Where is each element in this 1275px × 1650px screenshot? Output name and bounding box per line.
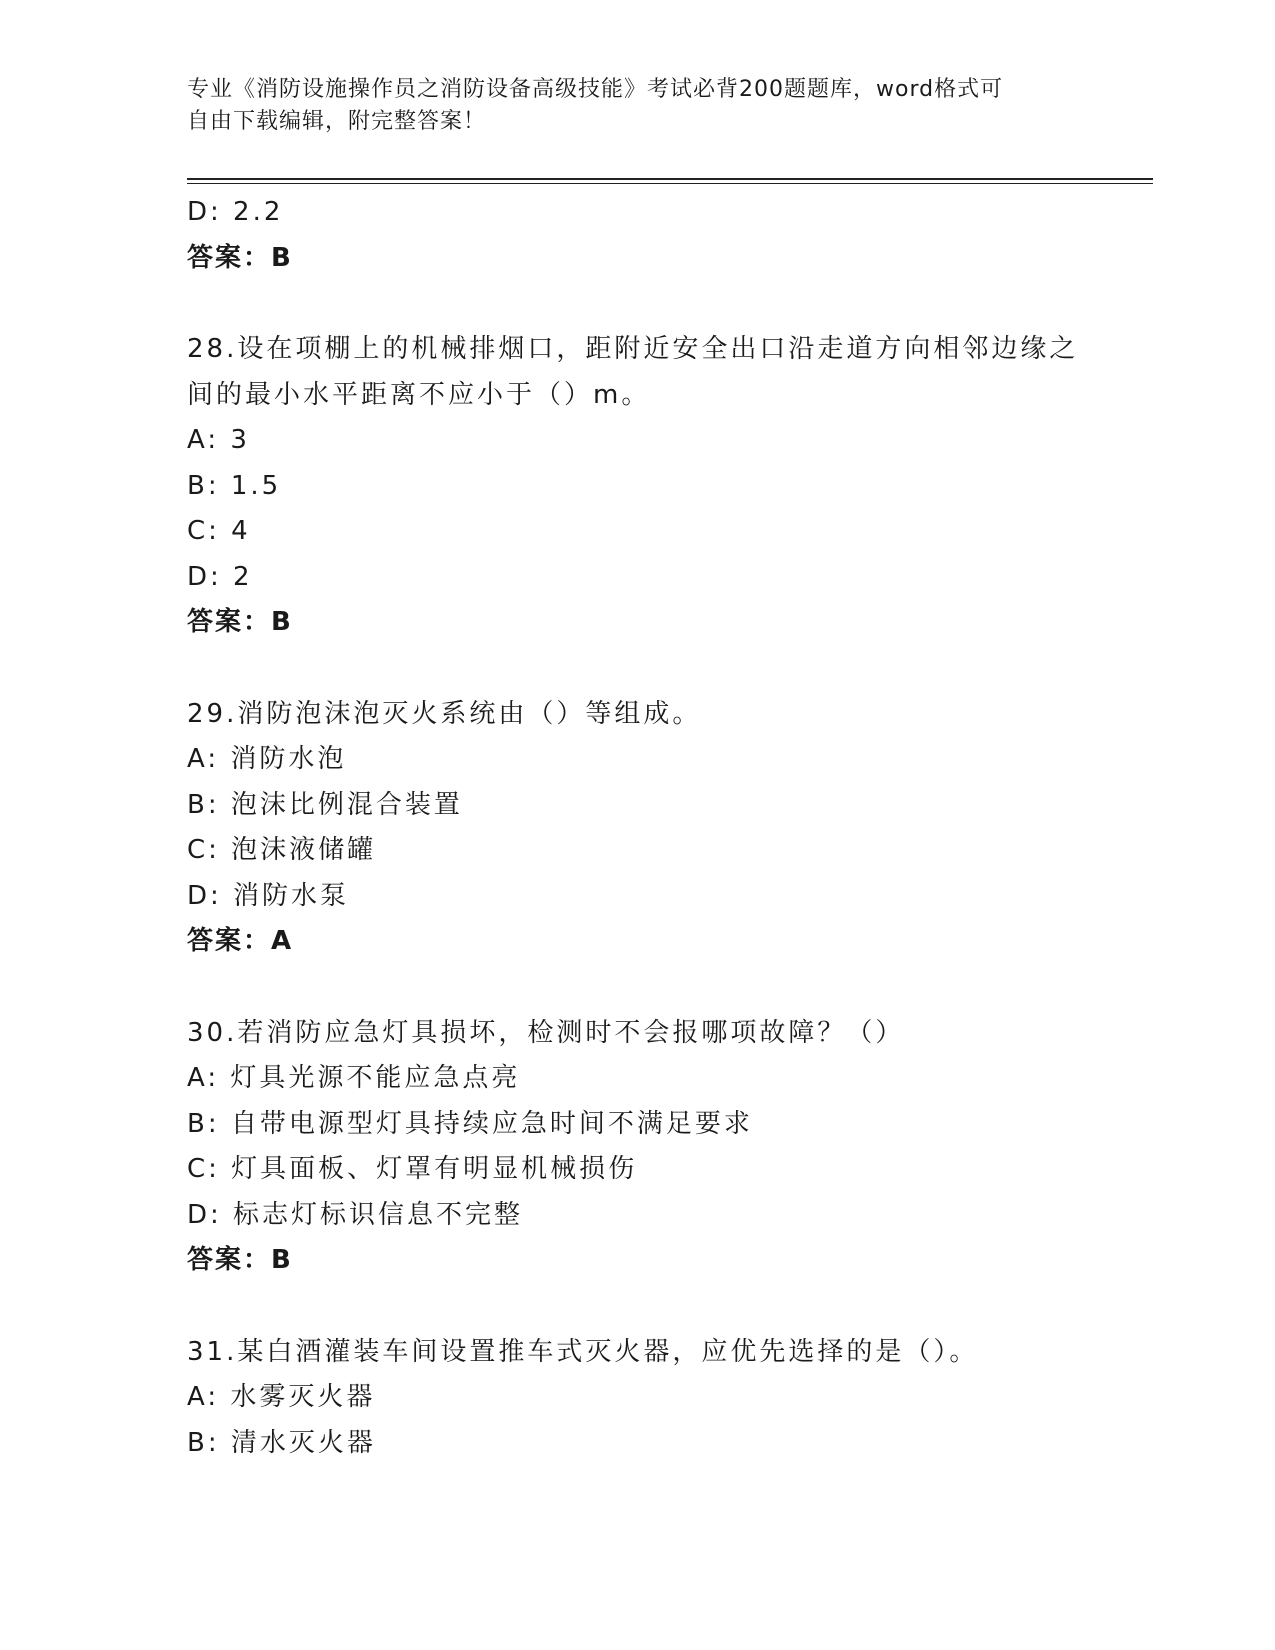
option-a: A: 灯具光源不能应急点亮 <box>187 1063 521 1093</box>
header-line-2: 自由下载编辑，附完整答案！ <box>187 109 487 134</box>
option-d: D: 消防水泵 <box>187 880 350 911</box>
spacer <box>187 965 1087 1011</box>
spacer <box>187 1284 1087 1330</box>
option-a: A: 3 <box>187 425 250 455</box>
answer: 答案：A <box>187 926 294 956</box>
question-28 <box>187 327 1087 646</box>
header-rule-thin <box>187 183 1153 184</box>
question-stem: 31.某白酒灌装车间设置推车式灭火器，应优先选择的是（）。 <box>187 1336 979 1367</box>
option-b: B: 自带电源型灯具持续应急时间不满足要求 <box>187 1108 753 1139</box>
option-d: D: 2 <box>187 561 253 592</box>
header-rule-thick <box>187 178 1153 180</box>
option-a: A: 消防水泡 <box>187 744 347 774</box>
answer: 答案：B <box>187 1245 293 1275</box>
question-30 <box>187 1011 1087 1284</box>
header-line-1: 专业《消防设施操作员之消防设备高级技能》考试必背200题题库，word格式可 <box>187 77 1004 102</box>
question-stem: 30.若消防应急灯具损坏，检测时不会报哪项故障？（） <box>187 1017 905 1048</box>
prev-option-d: D: 2.2 <box>187 197 284 227</box>
option-b: B: 泡沫比例混合装置 <box>187 789 463 820</box>
option-a: A: 水雾灭火器 <box>187 1382 376 1412</box>
spacer <box>187 281 1087 327</box>
question-list <box>187 190 1087 1466</box>
spacer <box>187 646 1087 692</box>
question-stem: 28.设在项棚上的机械排烟口，距附近安全出口沿走道方向相邻边缘之 <box>187 334 1079 364</box>
option-d: D: 标志灯标识信息不完整 <box>187 1199 524 1230</box>
question-31 <box>187 1330 1087 1467</box>
document-header <box>187 74 1067 138</box>
option-b: B: 清水灭火器 <box>187 1427 376 1458</box>
option-c: C: 4 <box>187 516 251 546</box>
option-c: C: 灯具面板、灯罩有明显机械损伤 <box>187 1154 638 1184</box>
question-stem-cont: 间的最小水平距离不应小于（）m。 <box>187 379 651 410</box>
question-stem: 29.消防泡沫泡灭火系统由（）等组成。 <box>187 698 702 729</box>
prev-answer: 答案：B <box>187 242 293 273</box>
question-29 <box>187 692 1087 965</box>
option-c: C: 泡沫液储罐 <box>187 835 377 865</box>
option-b: B: 1.5 <box>187 470 282 501</box>
answer: 答案：B <box>187 607 293 637</box>
